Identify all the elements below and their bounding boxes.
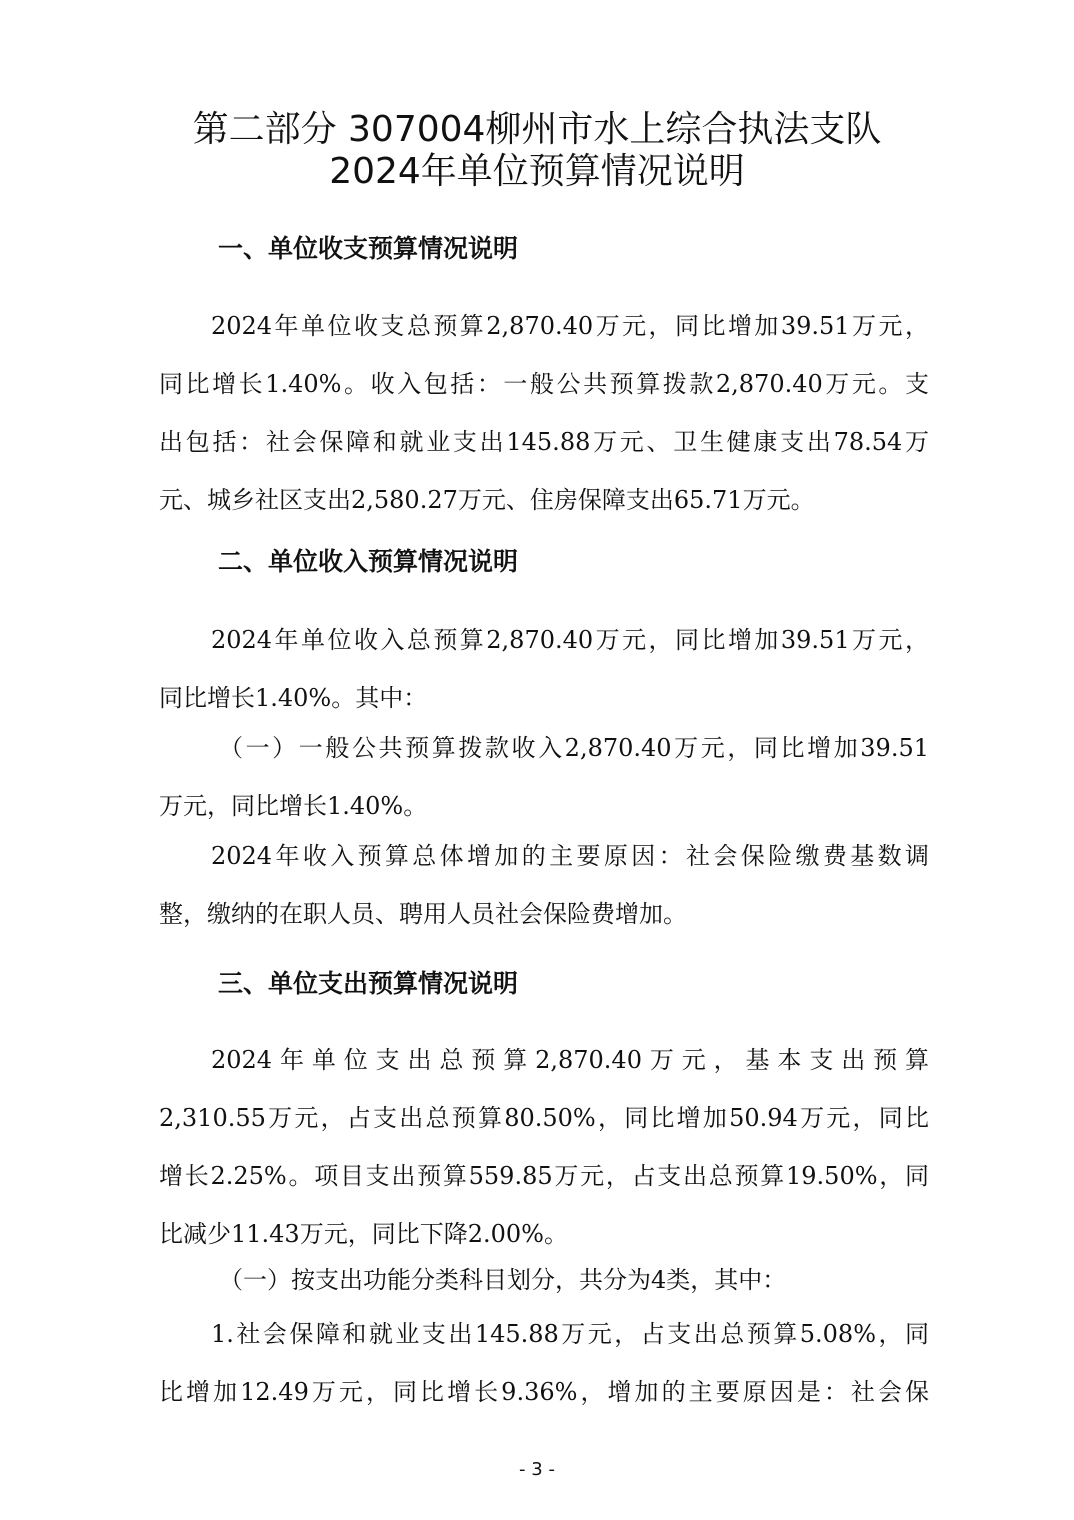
text-line: 2024年收入预算总体增加的主要原因：社会保险缴费基数调: [211, 842, 929, 870]
text-line: 同比增长1.40%。其中：: [159, 684, 428, 712]
section3-paragraph-3: [159, 1305, 929, 1421]
text-line: 2024年单位收支总预算2,870.40万元，同比增加39.51万元，: [211, 312, 929, 340]
text-line: 同比增长1.40%。收入包括：一般公共预算拨款2,870.40万元。支: [159, 370, 929, 398]
text-line: 1.社会保障和就业支出145.88万元，占支出总预算5.08%，同: [211, 1320, 929, 1348]
text-line: 整，缴纳的在职人员、聘用人员社会保险费增加。: [159, 900, 687, 928]
text-line: 万元，同比增长1.40%。: [159, 792, 428, 820]
page-title-line1: 第二部分 307004柳州市水上综合执法支队: [192, 109, 882, 150]
text-line: 元、城乡社区支出2,580.27万元、住房保障支出65.71万元。: [159, 486, 815, 514]
section-heading-1: 一、单位收支预算情况说明: [218, 234, 519, 263]
text-line: （一）一般公共预算拨款收入2,870.40万元，同比增加39.51: [219, 734, 929, 762]
text-line: 2024年单位支出总预算2,870.40万元，基本支出预算: [211, 1046, 929, 1074]
section-heading-3: 三、单位支出预算情况说明: [218, 969, 519, 998]
section3-paragraph-1: [159, 1031, 929, 1263]
section2-paragraph-3: [159, 827, 929, 943]
text-line: 比减少11.43万元，同比下降2.00%。: [159, 1220, 568, 1248]
section2-paragraph-1: [159, 611, 929, 727]
section3-paragraph-2: [159, 1251, 929, 1309]
text-line: 2,310.55万元，占支出总预算80.50%，同比增加50.94万元，同比: [159, 1104, 929, 1132]
section2-paragraph-2: [159, 719, 929, 835]
text-line: 2024年单位收入总预算2,870.40万元，同比增加39.51万元，: [211, 626, 929, 654]
section-heading-2: 二、单位收入预算情况说明: [218, 547, 519, 576]
page-number: - 3 -: [519, 1459, 555, 1480]
text-line: 出包括：社会保障和就业支出145.88万元、卫生健康支出78.54万: [159, 428, 929, 456]
page-title-line2: 2024年单位预算情况说明: [329, 151, 745, 192]
section1-paragraph-1: [159, 297, 929, 529]
text-line: 增长2.25%。项目支出预算559.85万元，占支出总预算19.50%，同: [159, 1162, 929, 1190]
text-line: （一）按支出功能分类科目划分，共分为4类，其中：: [219, 1266, 787, 1294]
text-line: 比增加12.49万元，同比增长9.36%，增加的主要原因是：社会保: [159, 1378, 929, 1406]
